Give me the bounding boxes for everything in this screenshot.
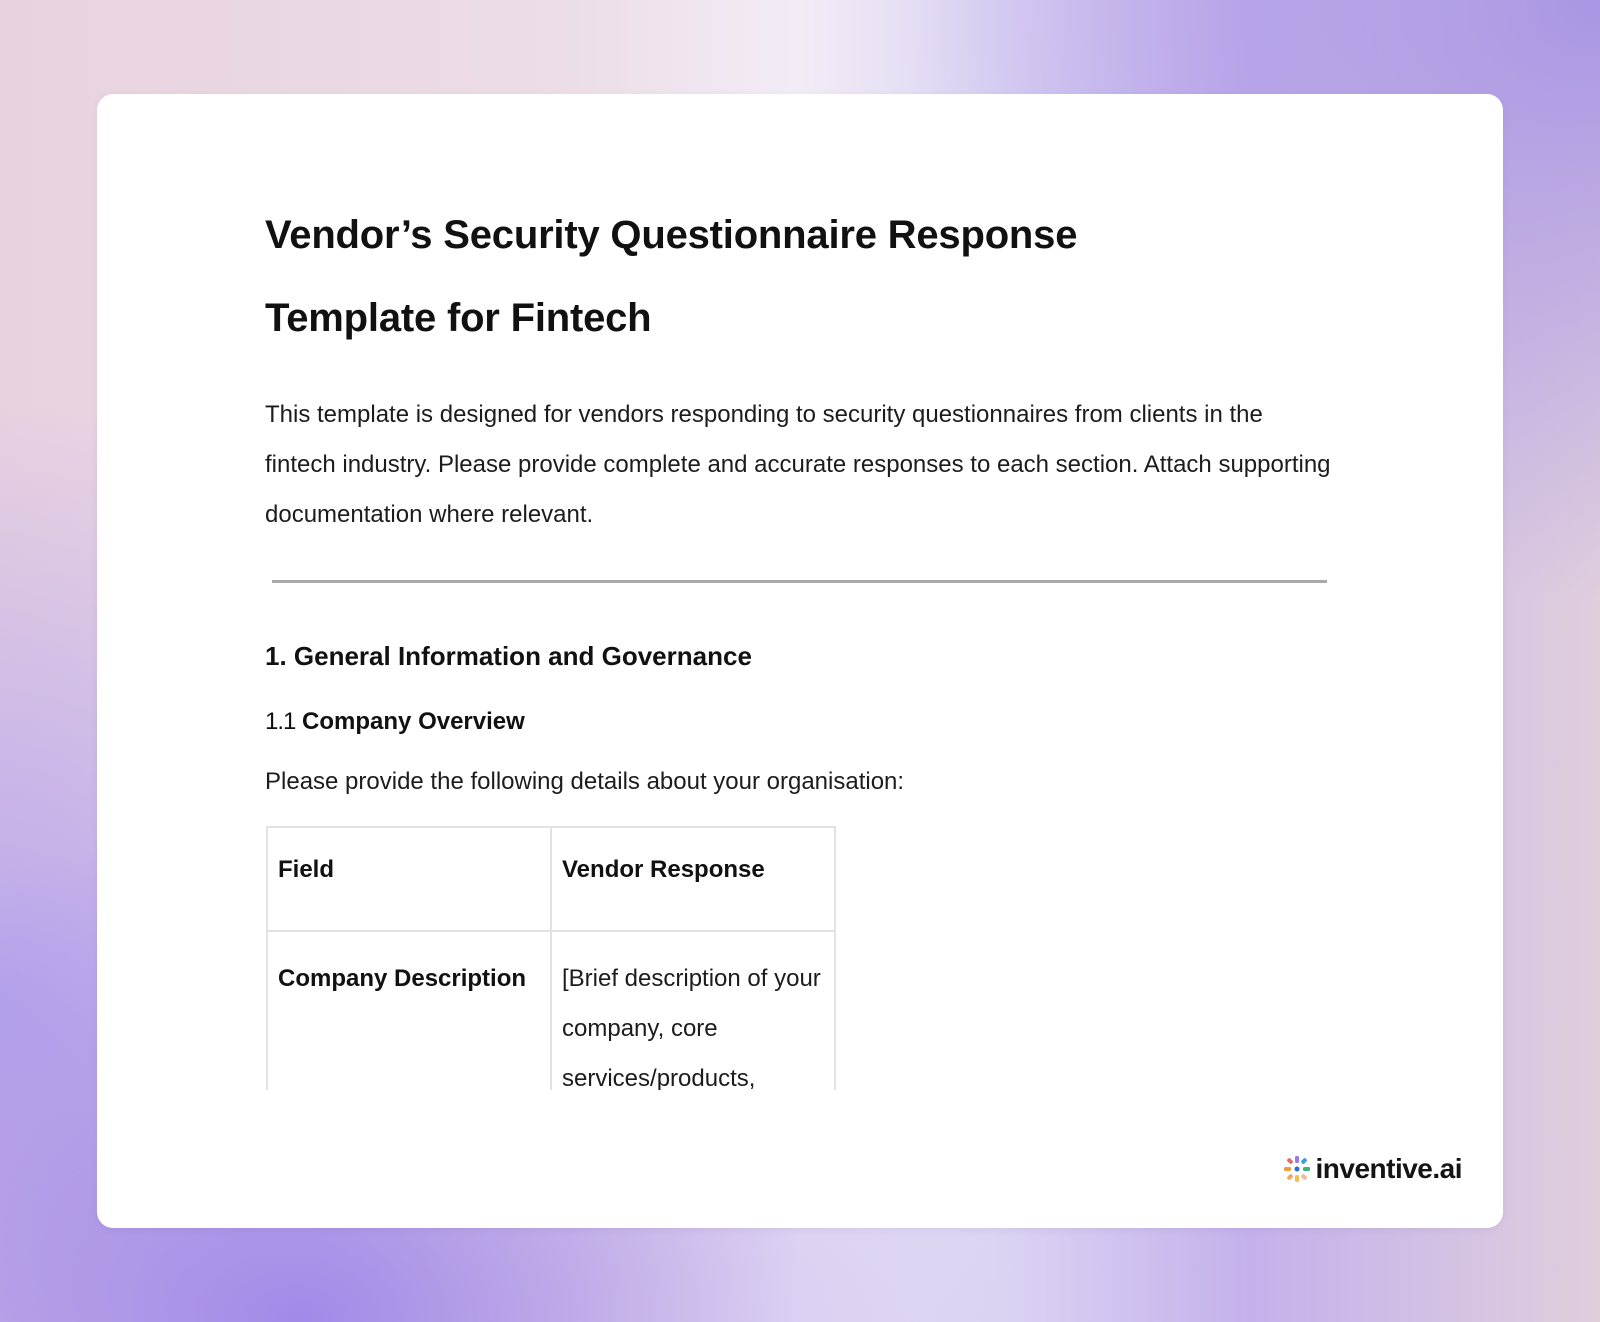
brand-name: inventive.ai <box>1315 1153 1462 1184</box>
inventive-logo-icon <box>1283 1155 1311 1183</box>
company-overview-table <box>266 826 836 1090</box>
subsection-number: 1.1 <box>265 708 296 735</box>
title-line-2: Template for Fintech <box>265 296 652 340</box>
intro-paragraph: This template is designed for vendors responding to security questionnaires from clients in the fintech industry. Please provide complete and accurate responses to each section. Attach supporting documentation where relevant. <box>265 401 1331 528</box>
vendor-response-cell[interactable]: [Brief description of your company, core services/products, <box>551 931 835 1090</box>
horizontal-divider <box>272 580 1327 583</box>
section-heading: 1. General Information and Governance <box>265 641 752 671</box>
section-prompt: Please provide the following details about your organisation: <box>265 768 905 795</box>
column-header-field: Field <box>267 827 551 931</box>
table-row <box>267 931 835 1090</box>
brand-logo <box>1283 1153 1462 1185</box>
title-line-1: Vendor’s Security Questionnaire Response <box>265 213 1078 257</box>
column-header-vendor-response: Vendor Response <box>551 827 835 931</box>
field-cell: Company Description <box>267 931 551 1090</box>
document-card <box>97 94 1503 1228</box>
company-overview-table-container <box>265 825 837 1090</box>
subsection-label: Company Overview <box>302 708 525 735</box>
document-content <box>265 194 1335 796</box>
subsection-heading <box>265 708 1335 736</box>
table-header-row <box>267 827 835 931</box>
document-title <box>265 194 1335 360</box>
